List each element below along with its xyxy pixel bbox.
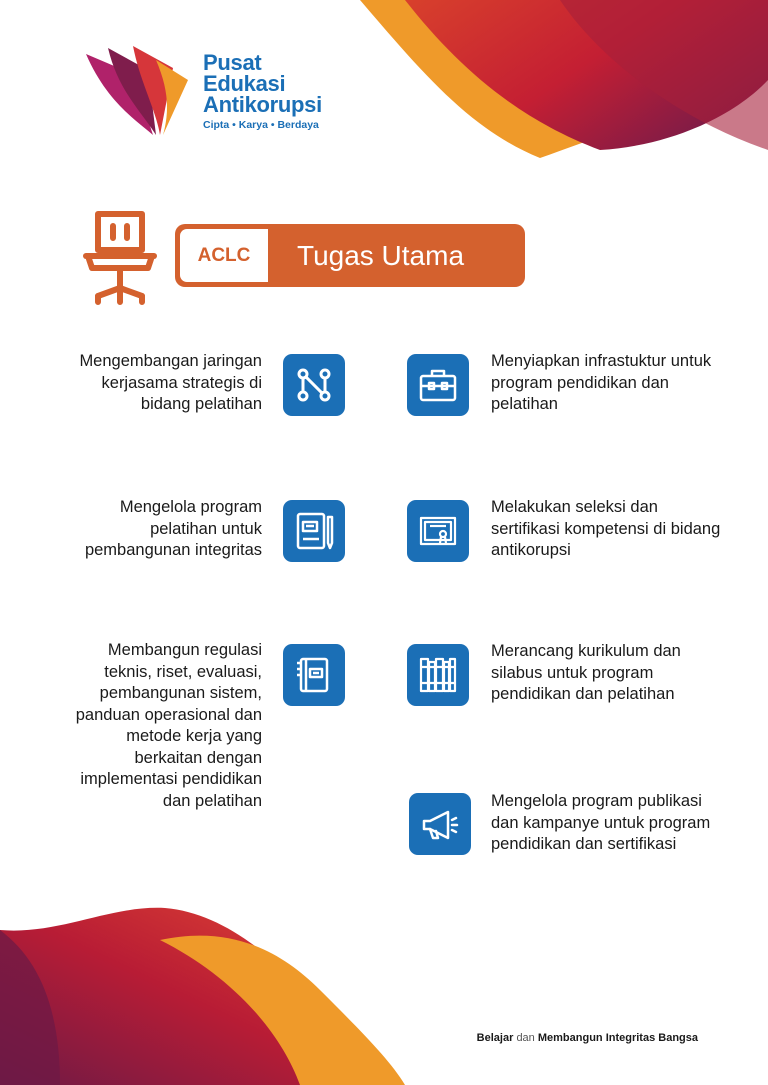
footer-part-3: Membangun Integritas Bangsa [537,1032,698,1044]
task-item-tile [407,354,469,416]
task-item-text: Menyiapkan infrastuktur untuk program pendidikan dan pelatihan [491,352,712,413]
task-item-tile [407,644,469,706]
task-item-text: Membangun regulasi teknis, riset, evaluasi, pembangunan sistem, panduan operasional dan metode kerja yang berkaitan dengan implementasi pendidikan dan pelatihan [75,641,262,810]
book-icon [292,653,336,697]
brand-line-1: Pusat [203,50,262,75]
certificate-icon [416,509,460,553]
task-item-tile [283,354,345,416]
footer-slogan [430,1032,698,1044]
brand-tagline: Cipta • Karya • Berdaya [203,119,319,131]
task-item-text: Mengelola program pelatihan untuk pembangunan integritas [84,498,262,559]
task-item-tile [283,644,345,706]
brand-line-3: Antikorupsi [203,92,322,117]
footer-part-2: dan [516,1032,535,1044]
banner-badge: ACLC [180,229,268,282]
notebook-pencil-icon [292,509,336,553]
footer-part-1: Belajar [476,1032,514,1044]
brand-logo [78,40,378,150]
section-banner [175,224,525,287]
network-icon [292,363,336,407]
megaphone-icon [418,802,462,846]
task-item-text: Mengelola program publikasi dan kampanye untuk program pendidikan dan sertifikasi [491,792,711,853]
task-item-text: Melakukan seleksi dan sertifikasi kompetensi di bidang antikorupsi [491,498,721,559]
chair-icon [80,208,160,308]
briefcase-icon [416,363,460,407]
page-title: Tugas Utama [297,239,465,271]
bookshelf-icon [416,653,460,697]
task-item-tile [409,793,471,855]
task-item-tile [283,500,345,562]
task-item-tile [407,500,469,562]
brand-line-2: Edukasi [203,71,286,96]
task-item-text: Mengembangan jaringan kerjasama strategis di bidang pelatihan [79,352,262,413]
book-flower-logo-icon [78,40,198,140]
task-item-text: Merancang kurikulum dan silabus untuk program pendidikan dan pelatihan [491,642,681,703]
